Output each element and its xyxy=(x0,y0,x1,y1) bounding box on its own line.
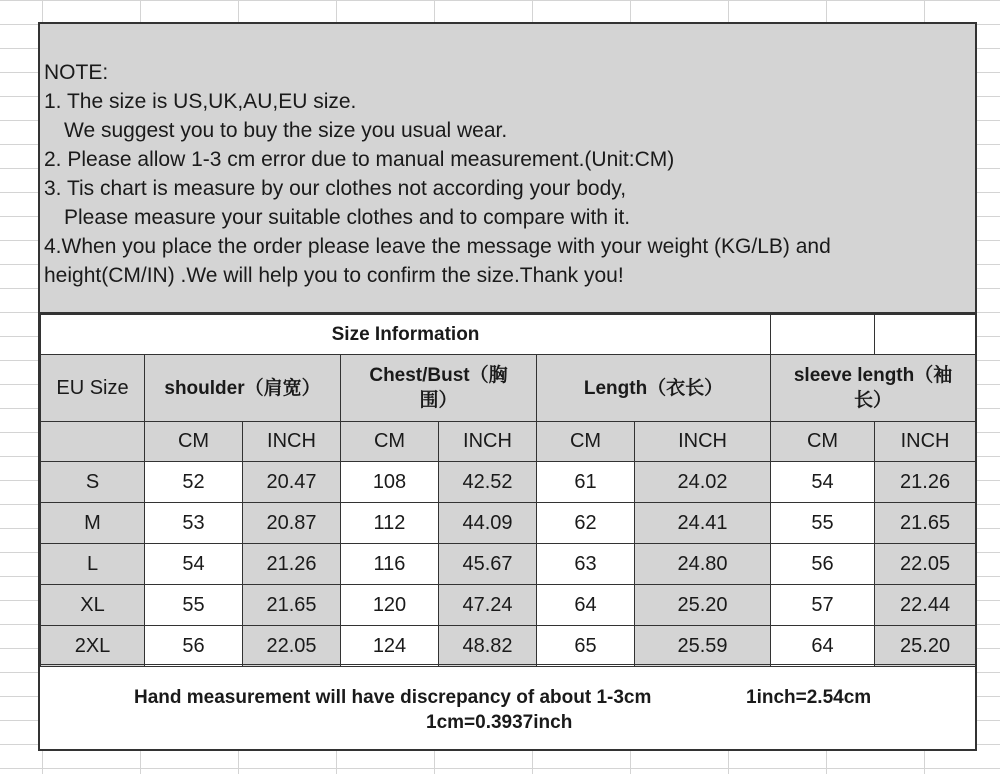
table-cell: 20.47 xyxy=(243,462,341,503)
table-cell: 21.26 xyxy=(875,462,976,503)
size-label: S xyxy=(41,462,145,503)
unit-cell: INCH xyxy=(439,422,537,462)
table-cell: 52 xyxy=(145,462,243,503)
chest-header xyxy=(341,355,537,422)
table-cell: 55 xyxy=(145,585,243,626)
unit-cell: INCH xyxy=(635,422,771,462)
note-line-1: 1. The size is US,UK,AU,EU size. xyxy=(44,90,357,113)
table-title: Size Information xyxy=(41,315,771,355)
table-cell: 44.09 xyxy=(439,503,537,544)
chest-header-line-1: Chest/Bust（胸 xyxy=(369,365,508,386)
unit-cell: INCH xyxy=(243,422,341,462)
size-chart-sheet xyxy=(38,22,977,751)
unit-cell: CM xyxy=(537,422,635,462)
length-header: Length（衣长） xyxy=(537,355,771,422)
note-line-3: 3. Tis chart is measure by our clothes not according your body, xyxy=(44,177,627,200)
table-cell: 24.80 xyxy=(635,544,771,585)
empty-cell xyxy=(41,422,145,462)
note-line-4-cont: height(CM/IN) .We will help you to confirm the size.Thank you! xyxy=(44,264,624,287)
table-cell: 45.67 xyxy=(439,544,537,585)
table-cell: 21.65 xyxy=(243,585,341,626)
table-row xyxy=(41,544,976,585)
note-section xyxy=(40,24,975,314)
size-table xyxy=(40,314,976,667)
size-label: M xyxy=(41,503,145,544)
sleeve-header-line-2: 长） xyxy=(854,390,893,411)
eu-size-header: EU Size xyxy=(41,355,145,422)
table-cell: 112 xyxy=(341,503,439,544)
table-cell: 65 xyxy=(537,626,635,667)
unit-cell: CM xyxy=(341,422,439,462)
table-cell: 61 xyxy=(537,462,635,503)
inch-to-cm-text: 1inch=2.54cm xyxy=(746,687,872,708)
table-cell: 62 xyxy=(537,503,635,544)
note-heading: NOTE: xyxy=(44,61,109,84)
table-cell: 54 xyxy=(771,462,875,503)
table-cell: 54 xyxy=(145,544,243,585)
table-cell: 108 xyxy=(341,462,439,503)
unit-cell: CM xyxy=(771,422,875,462)
table-cell: 120 xyxy=(341,585,439,626)
sleeve-header-line-1: sleeve length（袖 xyxy=(793,365,953,386)
shoulder-header: shoulder（肩宽） xyxy=(145,355,341,422)
table-row xyxy=(41,626,976,667)
table-cell: 25.20 xyxy=(875,626,976,667)
table-cell: 22.05 xyxy=(243,626,341,667)
note-line-1-cont: We suggest you to buy the size you usual wear. xyxy=(64,119,508,142)
table-cell: 124 xyxy=(341,626,439,667)
table-cell: 56 xyxy=(145,626,243,667)
note-line-2: 2. Please allow 1-3 cm error due to manual measurement.(Unit:CM) xyxy=(44,148,675,171)
size-label: 2XL xyxy=(41,626,145,667)
note-line-4: 4.When you place the order please leave the message with your weight (KG/LB) and xyxy=(44,235,831,258)
table-cell: 116 xyxy=(341,544,439,585)
table-cell: 64 xyxy=(537,585,635,626)
table-cell: 57 xyxy=(771,585,875,626)
table-cell: 22.05 xyxy=(875,544,976,585)
units-row xyxy=(41,422,976,462)
discrepancy-text: Hand measurement will have discrepancy of about 1-3cm xyxy=(134,687,652,708)
table-row xyxy=(41,503,976,544)
table-cell: 21.26 xyxy=(243,544,341,585)
table-row xyxy=(41,585,976,626)
table-cell: 63 xyxy=(537,544,635,585)
empty-cell xyxy=(771,315,875,355)
table-cell: 25.20 xyxy=(635,585,771,626)
table-cell: 24.02 xyxy=(635,462,771,503)
note-line-3-cont: Please measure your suitable clothes and to compare with it. xyxy=(64,206,631,229)
table-cell: 25.59 xyxy=(635,626,771,667)
table-cell: 64 xyxy=(771,626,875,667)
footer-note xyxy=(40,664,975,751)
table-cell: 56 xyxy=(771,544,875,585)
table-cell: 47.24 xyxy=(439,585,537,626)
table-cell: 42.52 xyxy=(439,462,537,503)
cm-to-inch-text: 1cm=0.3937inch xyxy=(426,712,573,733)
empty-cell xyxy=(875,315,976,355)
table-cell: 48.82 xyxy=(439,626,537,667)
table-row xyxy=(41,462,976,503)
table-cell: 21.65 xyxy=(875,503,976,544)
table-cell: 53 xyxy=(145,503,243,544)
table-cell: 24.41 xyxy=(635,503,771,544)
chest-header-line-2: 围） xyxy=(419,390,458,411)
table-cell: 55 xyxy=(771,503,875,544)
size-label: XL xyxy=(41,585,145,626)
sleeve-header xyxy=(771,355,976,422)
header-row xyxy=(41,355,976,422)
size-label: L xyxy=(41,544,145,585)
table-cell: 22.44 xyxy=(875,585,976,626)
table-cell: 20.87 xyxy=(243,503,341,544)
unit-cell: CM xyxy=(145,422,243,462)
title-row xyxy=(41,315,976,355)
unit-cell: INCH xyxy=(875,422,976,462)
